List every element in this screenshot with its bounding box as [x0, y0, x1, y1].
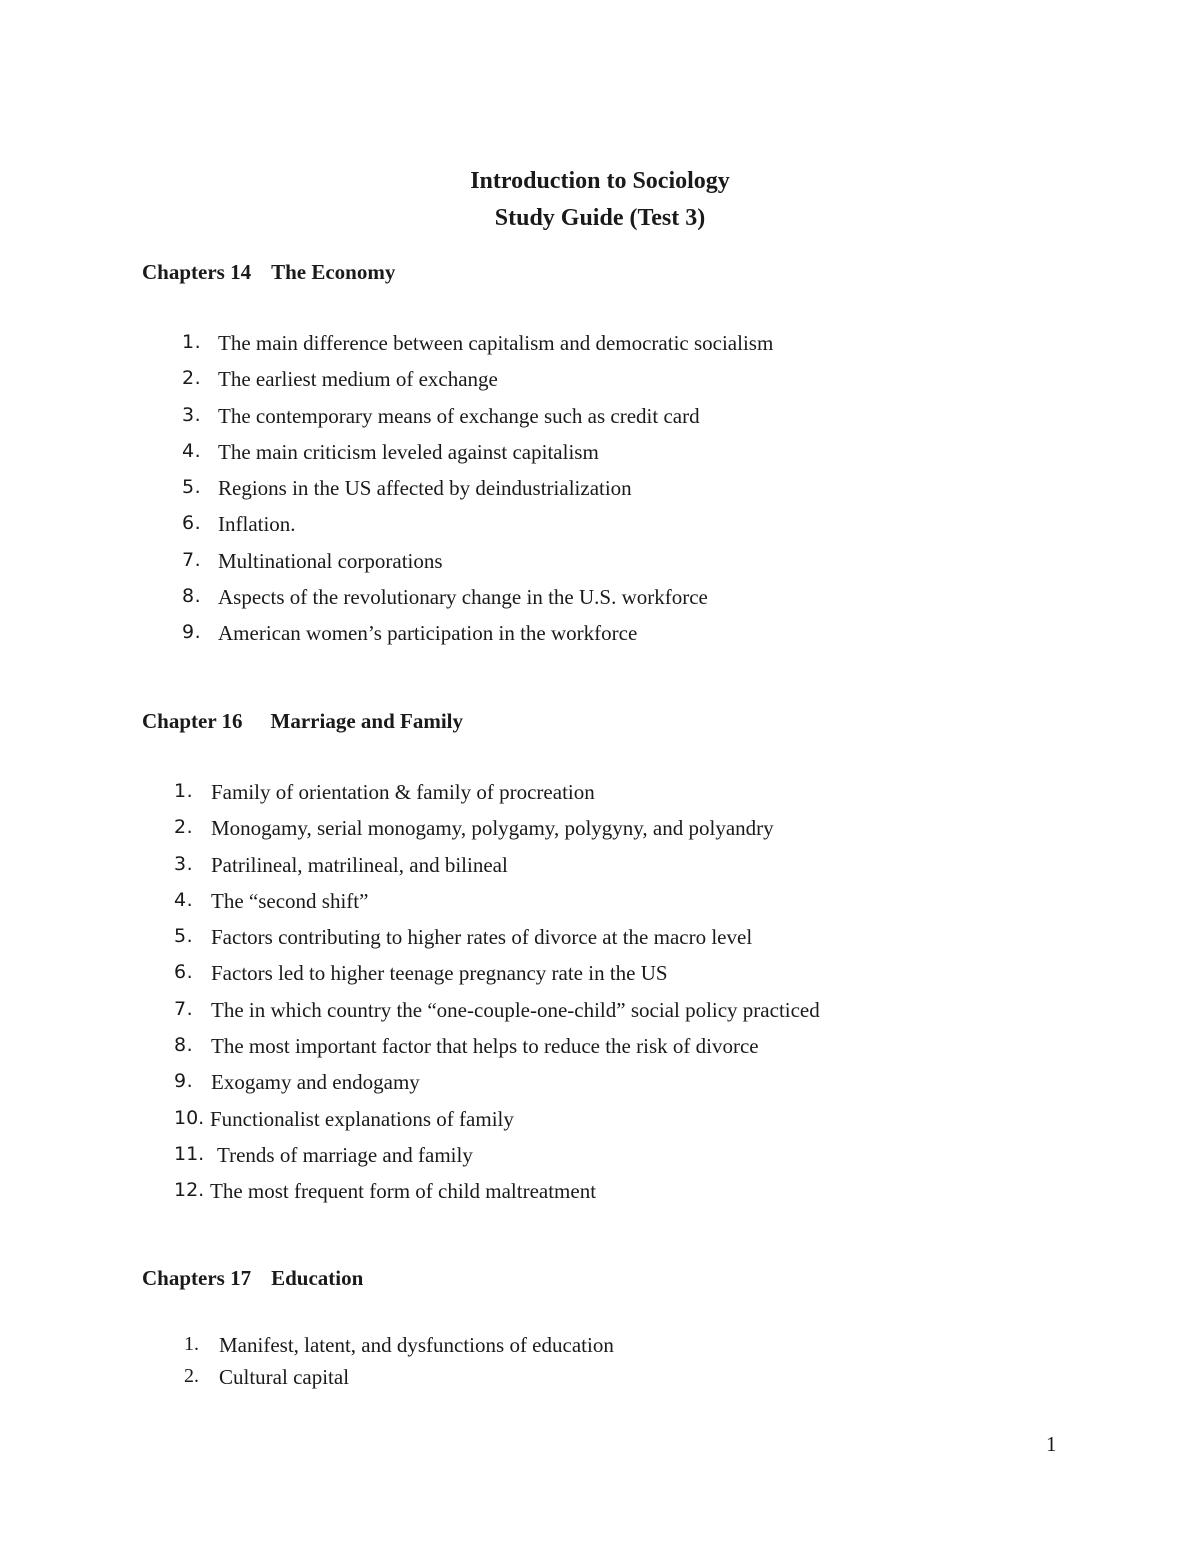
chapter-heading-economy [142, 260, 395, 285]
item-text: American women’s participation in the workforce [218, 621, 638, 646]
item-number: 1. [184, 1333, 199, 1355]
item-text: Inflation. [218, 512, 296, 537]
page-number: 1 [1046, 1432, 1057, 1456]
document-title: Introduction to Sociology [470, 168, 730, 194]
item-text: The contemporary means of exchange such as credit card [218, 403, 700, 428]
item-number: 1. [174, 780, 194, 802]
item-number: 2. [174, 816, 194, 839]
item-text: Factors contributing to higher rates of divorce at the macro level [211, 925, 753, 950]
item-text: Patrilineal, matrilineal, and bilineal [211, 852, 508, 877]
item-number: 11. [174, 1142, 205, 1165]
chapter-name: The Economy [271, 260, 396, 284]
item-text: Multinational corporations [218, 548, 443, 573]
chapter-name: Marriage and Family [270, 709, 463, 733]
chapter-number: Chapters 17 [142, 1266, 252, 1290]
item-text: Family of orientation & family of procreation [211, 780, 595, 804]
item-number: 5. [174, 925, 194, 948]
item-number: 9. [174, 1070, 194, 1093]
item-text: Exogamy and endogamy [211, 1070, 420, 1095]
item-text: Factors led to higher teenage pregnancy rate in the US [211, 961, 668, 986]
item-text: The most important factor that helps to reduce the risk of divorce [211, 1034, 759, 1059]
item-text: Functionalist explanations of family [210, 1106, 514, 1131]
chapter-name: Education [271, 1266, 364, 1290]
item-number: 2. [184, 1365, 199, 1387]
item-number: 2. [182, 367, 202, 390]
chapter-number: Chapters 14 [142, 260, 252, 284]
item-number: 7. [174, 997, 194, 1020]
item-number: 6. [174, 961, 194, 984]
item-number: 12. [174, 1179, 205, 1202]
item-text: Trends of marriage and family [217, 1142, 473, 1167]
item-number: 4. [174, 888, 194, 911]
item-text: The main criticism leveled against capitalism [218, 439, 599, 464]
item-number: 6. [182, 512, 202, 535]
item-number: 7. [182, 548, 202, 571]
chapter-heading-marriage-family [142, 709, 463, 734]
item-text: The “second shift” [211, 888, 369, 913]
item-number: 3. [174, 852, 194, 875]
chapter-heading-education [142, 1266, 363, 1291]
item-text: The main difference between capitalism and democratic socialism [218, 331, 774, 355]
item-number: 8. [174, 1034, 194, 1057]
item-number: 9. [182, 621, 202, 644]
item-number: 1. [182, 331, 202, 353]
item-number: 5. [182, 476, 202, 499]
item-text: Manifest, latent, and dysfunctions of education [219, 1333, 614, 1357]
item-text: The most frequent form of child maltreatment [210, 1179, 597, 1204]
item-number: 3. [182, 403, 202, 426]
item-number: 8. [182, 585, 202, 608]
item-text: The earliest medium of exchange [218, 367, 498, 392]
item-text: Monogamy, serial monogamy, polygamy, polygyny, and polyandry [211, 816, 774, 841]
item-number: 10. [174, 1106, 205, 1129]
document-subtitle: Study Guide (Test 3) [494, 205, 706, 231]
item-text: The in which country the “one-couple-one-child” social policy practiced [211, 997, 820, 1022]
item-text: Aspects of the revolutionary change in the U.S. workforce [218, 585, 708, 610]
item-number: 4. [182, 439, 202, 462]
item-text: Cultural capital [219, 1365, 350, 1389]
chapter-number: Chapter 16 [142, 709, 243, 733]
item-text: Regions in the US affected by deindustrialization [218, 476, 632, 501]
